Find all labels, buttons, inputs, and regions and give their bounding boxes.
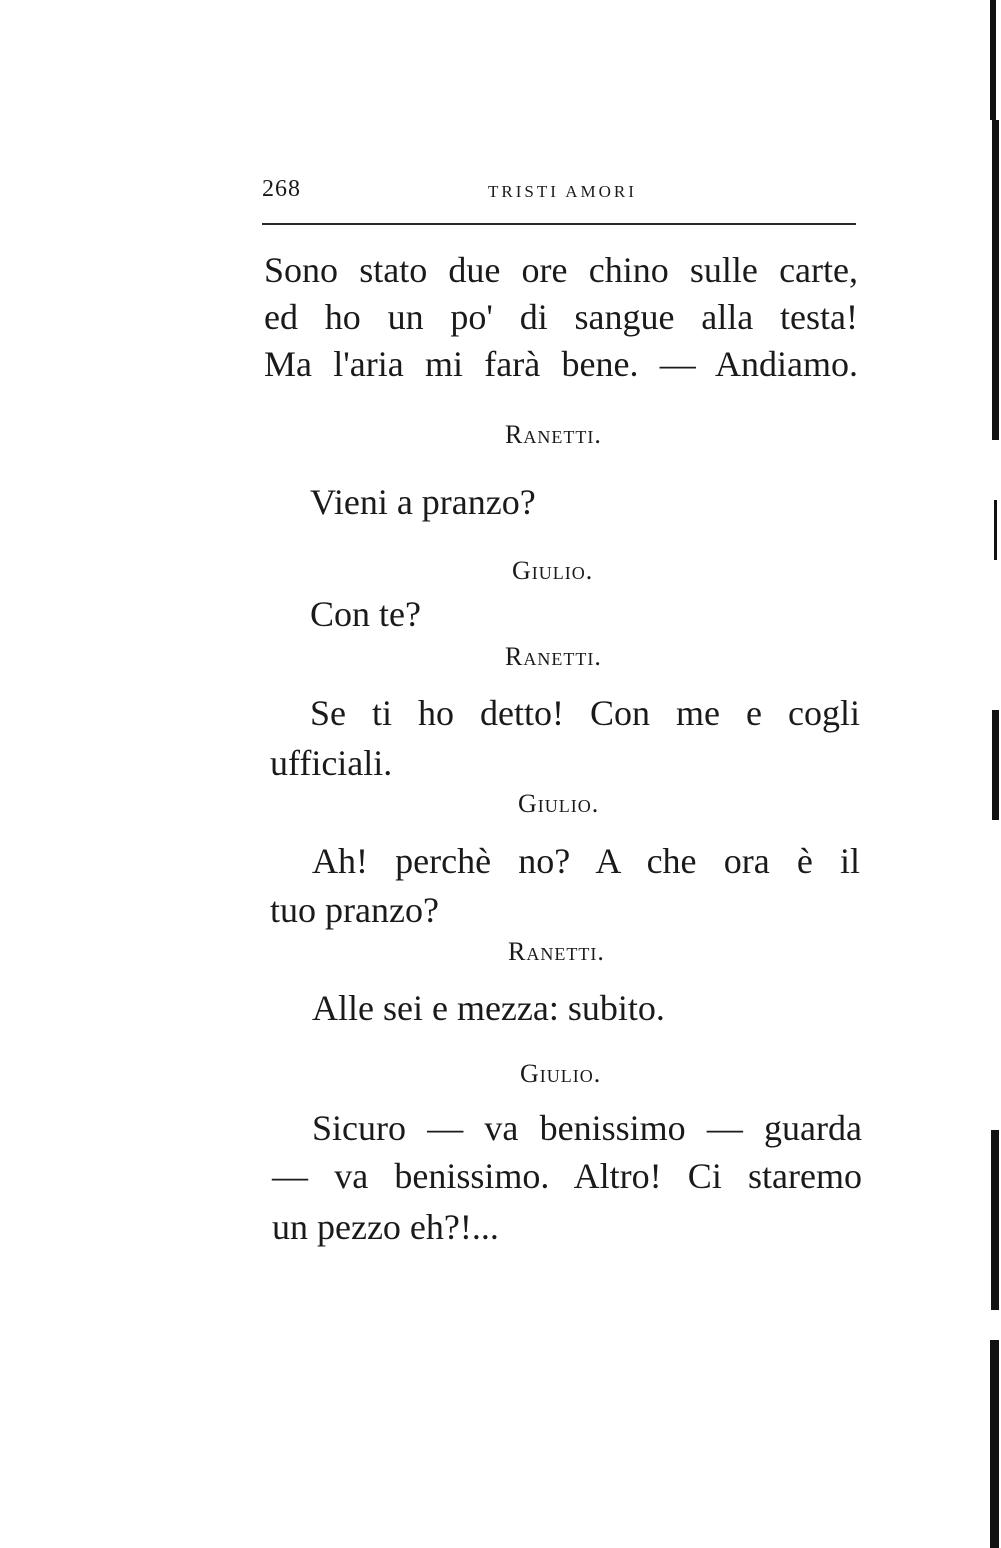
speaker-name: Ranetti. bbox=[505, 420, 602, 449]
speaker-name: Giulio. bbox=[518, 789, 600, 818]
text-line: ed ho un po' di sangue alla testa! bbox=[264, 297, 858, 337]
text-line: Sicuro — va benissimo — guarda bbox=[312, 1108, 862, 1148]
text-line: ufficiali. bbox=[270, 743, 393, 783]
speaker-name: Giulio. bbox=[520, 1059, 602, 1088]
text-line: Se ti ho detto! Con me e cogli bbox=[310, 693, 860, 733]
text-line: Vieni a pranzo? bbox=[310, 482, 536, 522]
page-number: 268 bbox=[262, 176, 301, 202]
text-line: Ma l'aria mi farà bene. — Andiamo. bbox=[264, 344, 858, 384]
text-line: Ah! perchè no? A che ora è il bbox=[312, 841, 860, 881]
speaker-name: Ranetti. bbox=[505, 642, 602, 671]
header-rule bbox=[262, 223, 856, 225]
text-line: — va benissimo. Altro! Ci staremo bbox=[272, 1156, 862, 1196]
text-line: tuo pranzo? bbox=[270, 890, 439, 930]
running-title: TRISTI AMORI bbox=[488, 182, 637, 201]
speaker-name: Ranetti. bbox=[508, 937, 605, 966]
text-line: Alle sei e mezza: subito. bbox=[312, 988, 665, 1028]
speaker-name: Giulio. bbox=[512, 556, 594, 585]
page-header bbox=[262, 176, 856, 206]
text-line: Con te? bbox=[310, 594, 421, 634]
scan-binding-edge bbox=[988, 0, 1001, 1548]
text-line: un pezzo eh?!... bbox=[272, 1207, 499, 1247]
text-line: Sono stato due ore chino sulle carte, bbox=[264, 250, 858, 290]
